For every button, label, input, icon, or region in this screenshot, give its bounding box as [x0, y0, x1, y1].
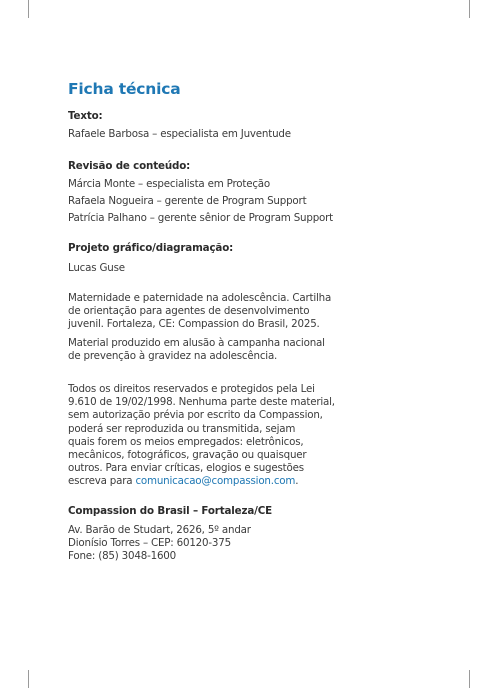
- rights-line: poderá ser reproduzida ou transmitida, sejam: [68, 422, 296, 435]
- citation-line: de orientação para agentes de desenvolvimento: [68, 305, 310, 318]
- crop-mark-top-left: [28, 0, 29, 18]
- address-block: [68, 524, 368, 564]
- rights-line: mecânicos, fotográficos, gravação ou quaisquer: [68, 449, 307, 462]
- rights-line: sem autorização prévia por escrito da Compassion,: [68, 409, 323, 422]
- texto-label: Texto:: [68, 110, 103, 122]
- citation-line: juvenil. Fortaleza, CE: Compassion do Brasil, 2025.: [68, 318, 320, 331]
- rights-last-line: [68, 475, 368, 488]
- campaign-paragraph: [68, 337, 368, 363]
- citation-line: Maternidade e paternidade na adolescência. Cartilha: [68, 292, 332, 304]
- rights-line: Todos os direitos reservados e protegidos pela Lei: [68, 383, 315, 395]
- rights-line: quais forem os meios empregados: eletrônicos,: [68, 435, 304, 448]
- projeto-author: Lucas Guse: [68, 262, 125, 274]
- address-line: Av. Barão de Studart, 2626, 5º andar: [68, 524, 251, 536]
- email-link[interactable]: comunicacao@compassion.com: [135, 475, 296, 488]
- revisao-line: Márcia Monte – especialista em Proteção: [68, 178, 271, 190]
- phone-line: Fone: (85) 3048-1600: [68, 550, 176, 563]
- campaign-line: Material produzido em alusão à campanha nacional: [68, 337, 325, 349]
- crop-mark-top-right: [469, 0, 470, 18]
- rights-line: 9.610 de 19/02/1998. Nenhuma parte deste material,: [68, 396, 335, 409]
- rights-line: outros. Para enviar críticas, elogios e sugestões: [68, 462, 304, 475]
- revisao-line: Patrícia Palhano – gerente sênior de Program Support: [68, 212, 334, 224]
- campaign-line: de prevenção à gravidez na adolescência.: [68, 350, 278, 363]
- address-line: Dionísio Torres – CEP: 60120-375: [68, 537, 231, 550]
- address-label: Compassion do Brasil – Fortaleza/CE: [68, 505, 273, 517]
- citation-paragraph: [68, 292, 368, 332]
- rights-paragraph: [68, 383, 368, 489]
- rights-last-suffix: .: [295, 475, 299, 488]
- crop-mark-bottom-left: [28, 670, 29, 688]
- texto-author: Rafaele Barbosa – especialista em Juventude: [68, 128, 291, 140]
- revisao-label: Revisão de conteúdo:: [68, 160, 191, 172]
- crop-mark-bottom-right: [469, 670, 470, 688]
- projeto-label: Projeto gráfico/diagramação:: [68, 242, 234, 254]
- revisao-line: Rafaela Nogueira – gerente de Program Support: [68, 195, 307, 207]
- rights-last-prefix: escreva para: [68, 475, 136, 488]
- page-title: Ficha técnica: [68, 80, 181, 98]
